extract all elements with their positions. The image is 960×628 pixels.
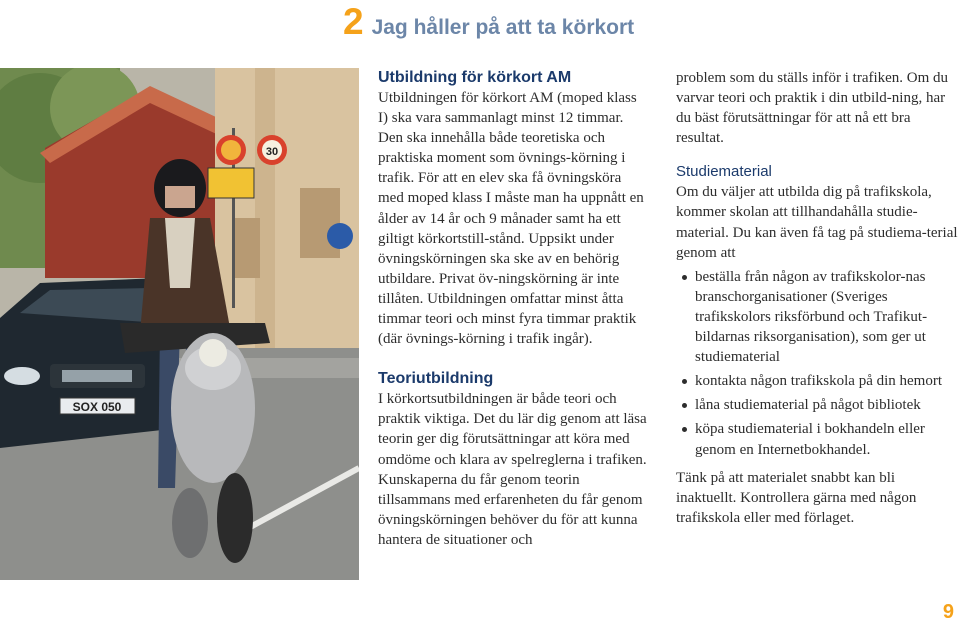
list-item: kontakta någon trafikskola på din hemort	[676, 371, 958, 391]
license-plate-text: SOX 050	[72, 400, 122, 414]
chapter-number: 2	[343, 1, 364, 42]
heading-teoriutbildning: Teoriutbildning	[378, 370, 494, 388]
column-left	[378, 68, 650, 550]
bullet-list	[676, 267, 958, 460]
chapter-header	[343, 0, 634, 50]
column-right	[676, 68, 958, 528]
speed-sign-text: 30	[265, 146, 279, 158]
list-item: beställa från någon av trafikskolor-nas branschorganisationer (Sveriges trafikskolors riksförbund och Trafikut-bildarnas riksorganisation), som ger ut studiematerial	[676, 267, 958, 367]
list-item: köpa studiematerial i bokhandeln eller genom en Internetbokhandel.	[676, 419, 958, 459]
heading-utbildning: Utbildning för körkort AM	[378, 69, 572, 86]
chapter-title: Jag håller på att ta körkort	[371, 16, 635, 39]
page-number: 9	[942, 601, 954, 623]
scooter-photo	[0, 68, 359, 580]
paragraph-studiematerial: Om du väljer att utbilda dig på trafikskola, kommer skolan att tillhandahålla studie-material. Du kan även få tag på studiema-terial genom att	[676, 184, 958, 261]
paragraph-utbildning: Utbildningen för körkort AM (moped klass I) ska vara sammanlagt minst 12 timmar. Den ska innehålla både teoretiska och praktiska moment som övnings-körning i trafik. För att en elev ska få övningsköra med moped klass I måste man ha uppnått en ålder av 14 år och 9 månader samt ha ett giltigt körkortstill-stånd. Uppsikt under övningskörningen ska ske av en behörig utbildare. Privat öv-ningskörning är inte tillåten. Utbildningen omfattar minst åtta timmar teori och minst fyra timmar praktik (där övnings-körning i trafik ingår).	[378, 90, 644, 348]
heading-studiematerial: Studiematerial	[676, 163, 772, 181]
list-item: låna studiematerial på något bibliotek	[676, 395, 958, 415]
paragraph-teoriutbildning: I körkortsutbildningen är både teori och praktik viktiga. Det du lär dig genom att läsa teorin ger dig förutsättningar att köra med omdöme och klara av spelreglerna i trafiken. Kunskaperna du får genom teorin tillsammans med erfarenheten du får genom övningskörningen behöver du för att kunna hantera de situationer och	[378, 391, 647, 548]
paragraph-tank-pa: Tänk på att materialet snabbt kan bli inaktuellt. Kontrollera gärna med någon trafikskola eller med förlaget.	[676, 469, 917, 526]
paragraph-continued: problem som du ställs inför i trafiken. Om du varvar teori och praktik i din utbild-ning, har du bäst förutsättningar för att nå ett bra resultat.	[676, 70, 949, 147]
